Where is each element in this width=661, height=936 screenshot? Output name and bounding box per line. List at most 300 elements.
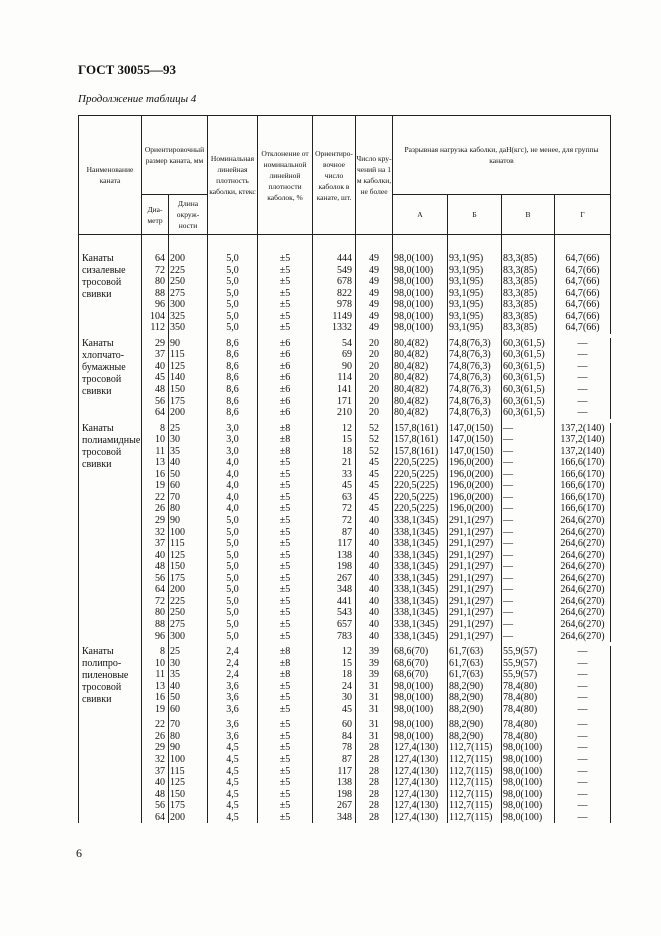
deviation-cell: ±6 (258, 349, 313, 361)
linear-density-cell: 8,6 (208, 361, 258, 373)
linear-density-cell: 5,0 (208, 619, 258, 631)
yarn-count-cell: 978 (313, 299, 356, 311)
circumference-cell: 70 (169, 719, 208, 731)
deviation-cell: ±5 (258, 538, 313, 550)
spacer-row (79, 235, 611, 254)
diameter-cell: 112 (142, 322, 169, 334)
twists-per-m-cell: 31 (356, 719, 393, 731)
load-b-cell: 61,7(63) (448, 669, 502, 681)
diameter-cell: 22 (142, 719, 169, 731)
table-row (79, 619, 611, 631)
twists-per-m-cell: 40 (356, 619, 393, 631)
load-a-cell: 338,1(345) (393, 527, 448, 539)
linear-density-cell: 2,4 (208, 646, 258, 658)
load-g-cell: 137,2(140) (555, 423, 611, 435)
circumference-cell: 225 (169, 265, 208, 277)
load-a-cell: 98,0(100) (393, 322, 448, 334)
load-v-cell: 98,0(100) (502, 754, 555, 766)
yarn-count-cell: 138 (313, 777, 356, 789)
load-v-cell: 60,3(61,5) (502, 372, 555, 384)
load-b-cell: 291,1(297) (448, 538, 502, 550)
twists-per-m-cell: 49 (356, 299, 393, 311)
twists-per-m-cell: 28 (356, 812, 393, 824)
circumference-cell: 150 (169, 789, 208, 801)
linear-density-cell: 3,6 (208, 681, 258, 693)
linear-density-cell: 5,0 (208, 253, 258, 265)
load-a-cell: 80,4(82) (393, 349, 448, 361)
load-v-cell: 98,0(100) (502, 742, 555, 754)
load-a-cell: 127,4(130) (393, 812, 448, 824)
load-g-cell: — (555, 669, 611, 681)
load-v-cell: — (502, 457, 555, 469)
table-row (79, 800, 611, 812)
circumference-cell: 60 (169, 704, 208, 716)
linear-density-cell: 5,0 (208, 573, 258, 585)
yarn-count-cell: 21 (313, 457, 356, 469)
yarn-count-cell: 78 (313, 742, 356, 754)
load-a-cell: 80,4(82) (393, 407, 448, 419)
linear-density-cell: 4,0 (208, 457, 258, 469)
twists-per-m-cell: 40 (356, 527, 393, 539)
table-row (79, 681, 611, 693)
yarn-count-cell: 1149 (313, 311, 356, 323)
yarn-count-cell: 33 (313, 469, 356, 481)
yarn-count-cell: 171 (313, 396, 356, 408)
circumference-cell: 30 (169, 434, 208, 446)
twists-per-m-cell: 20 (356, 338, 393, 350)
deviation-cell: ±5 (258, 681, 313, 693)
circumference-cell: 175 (169, 800, 208, 812)
deviation-cell: ±6 (258, 361, 313, 373)
linear-density-cell: 8,6 (208, 349, 258, 361)
header-name: Наименование каната (79, 116, 142, 235)
circumference-cell: 275 (169, 288, 208, 300)
linear-density-cell: 8,6 (208, 372, 258, 384)
yarn-count-cell: 141 (313, 384, 356, 396)
linear-density-cell: 8,6 (208, 338, 258, 350)
table-row (79, 631, 611, 643)
circumference-cell: 350 (169, 322, 208, 334)
load-b-cell: 74,8(76,3) (448, 372, 502, 384)
yarn-count-cell: 18 (313, 446, 356, 458)
deviation-cell: ±5 (258, 704, 313, 716)
diameter-cell: 64 (142, 253, 169, 265)
load-v-cell: 83,3(85) (502, 288, 555, 300)
load-g-cell: 264,6(270) (555, 515, 611, 527)
table-row (79, 789, 611, 801)
load-a-cell: 220,5(225) (393, 480, 448, 492)
table-continuation-caption: Продолжение таблицы 4 (78, 93, 197, 105)
diameter-cell: 22 (142, 492, 169, 504)
load-b-cell: 74,8(76,3) (448, 361, 502, 373)
table-row (79, 561, 611, 573)
yarn-count-cell: 45 (313, 704, 356, 716)
yarn-count-cell: 549 (313, 265, 356, 277)
rope-group-name: Канаты хлопчатобумажные тросовой свивки (79, 338, 142, 419)
diameter-cell: 64 (142, 407, 169, 419)
linear-density-cell: 5,0 (208, 322, 258, 334)
yarn-count-cell: 543 (313, 607, 356, 619)
load-v-cell: 78,4(80) (502, 681, 555, 693)
linear-density-cell: 5,0 (208, 311, 258, 323)
load-b-cell: 147,0(150) (448, 423, 502, 435)
load-a-cell: 68,6(70) (393, 646, 448, 658)
table-row (79, 361, 611, 373)
load-g-cell: 137,2(140) (555, 434, 611, 446)
twists-per-m-cell: 28 (356, 789, 393, 801)
table-row (79, 777, 611, 789)
diameter-cell: 88 (142, 619, 169, 631)
yarn-count-cell: 198 (313, 561, 356, 573)
circumference-cell: 125 (169, 550, 208, 562)
deviation-cell: ±8 (258, 669, 313, 681)
twists-per-m-cell: 49 (356, 265, 393, 277)
table-row (79, 607, 611, 619)
load-v-cell: 60,3(61,5) (502, 384, 555, 396)
load-b-cell: 196,0(200) (448, 457, 502, 469)
deviation-cell: ±5 (258, 789, 313, 801)
header-yarn-count: Ориентировочное число каболок в канате, шт. (313, 116, 356, 235)
yarn-count-cell: 822 (313, 288, 356, 300)
table-row (79, 503, 611, 515)
load-b-cell: 196,0(200) (448, 469, 502, 481)
twists-per-m-cell: 49 (356, 288, 393, 300)
deviation-cell: ±8 (258, 658, 313, 670)
deviation-cell: ±5 (258, 631, 313, 643)
yarn-count-cell: 54 (313, 338, 356, 350)
load-b-cell: 112,7(115) (448, 754, 502, 766)
twists-per-m-cell: 31 (356, 681, 393, 693)
circumference-cell: 90 (169, 742, 208, 754)
load-b-cell: 112,7(115) (448, 812, 502, 824)
deviation-cell: ±5 (258, 469, 313, 481)
twists-per-m-cell: 40 (356, 573, 393, 585)
load-v-cell: — (502, 469, 555, 481)
load-v-cell: 60,3(61,5) (502, 338, 555, 350)
load-v-cell: 83,3(85) (502, 322, 555, 334)
load-v-cell: 78,4(80) (502, 692, 555, 704)
load-v-cell: 78,4(80) (502, 719, 555, 731)
linear-density-cell: 3,6 (208, 704, 258, 716)
load-g-cell: — (555, 731, 611, 743)
load-g-cell: 137,2(140) (555, 446, 611, 458)
load-g-cell: 264,6(270) (555, 538, 611, 550)
load-a-cell: 98,0(100) (393, 253, 448, 265)
circumference-cell: 100 (169, 754, 208, 766)
header-group-a: А (393, 195, 448, 235)
table-row (79, 731, 611, 743)
twists-per-m-cell: 39 (356, 658, 393, 670)
diameter-cell: 29 (142, 338, 169, 350)
circumference-cell: 80 (169, 731, 208, 743)
circumference-cell: 80 (169, 503, 208, 515)
load-g-cell: 64,7(66) (555, 265, 611, 277)
load-b-cell: 291,1(297) (448, 607, 502, 619)
load-b-cell: 112,7(115) (448, 800, 502, 812)
table-row (79, 704, 611, 716)
load-g-cell: — (555, 789, 611, 801)
diameter-cell: 10 (142, 434, 169, 446)
load-b-cell: 147,0(150) (448, 434, 502, 446)
linear-density-cell: 8,6 (208, 396, 258, 408)
twists-per-m-cell: 28 (356, 766, 393, 778)
load-g-cell: 64,7(66) (555, 311, 611, 323)
load-b-cell: 74,8(76,3) (448, 407, 502, 419)
table-row (79, 469, 611, 481)
circumference-cell: 90 (169, 338, 208, 350)
load-g-cell: 264,6(270) (555, 596, 611, 608)
yarn-count-cell: 18 (313, 669, 356, 681)
load-b-cell: 291,1(297) (448, 515, 502, 527)
load-g-cell: 264,6(270) (555, 550, 611, 562)
linear-density-cell: 3,6 (208, 692, 258, 704)
yarn-count-cell: 84 (313, 731, 356, 743)
linear-density-cell: 4,5 (208, 742, 258, 754)
load-v-cell: 60,3(61,5) (502, 349, 555, 361)
table-row (79, 596, 611, 608)
header-group-b: Б (448, 195, 502, 235)
yarn-count-cell: 12 (313, 423, 356, 435)
twists-per-m-cell: 52 (356, 434, 393, 446)
load-a-cell: 157,8(161) (393, 446, 448, 458)
rope-group-name: Канаты полипропиленовые тросовой свивки (79, 646, 142, 823)
load-b-cell: 147,0(150) (448, 446, 502, 458)
deviation-cell: ±5 (258, 322, 313, 334)
deviation-cell: ±5 (258, 561, 313, 573)
twists-per-m-cell: 31 (356, 731, 393, 743)
header-twists-per-m: Число кручений на 1 м каболки, не более (356, 116, 393, 235)
circumference-cell: 50 (169, 469, 208, 481)
twists-per-m-cell: 45 (356, 503, 393, 515)
header-breaking-load: Разрывная нагрузка каболки, даН(кгс), не менее, для группы канатов (393, 116, 611, 195)
yarn-count-cell: 441 (313, 596, 356, 608)
diameter-cell: 37 (142, 538, 169, 550)
load-v-cell: 60,3(61,5) (502, 396, 555, 408)
linear-density-cell: 4,5 (208, 812, 258, 824)
load-v-cell: — (502, 584, 555, 596)
table-body (79, 235, 611, 824)
deviation-cell: ±5 (258, 777, 313, 789)
load-v-cell: 83,3(85) (502, 276, 555, 288)
yarn-count-cell: 15 (313, 434, 356, 446)
load-g-cell: — (555, 361, 611, 373)
load-g-cell: — (555, 777, 611, 789)
load-v-cell: 83,3(85) (502, 253, 555, 265)
load-v-cell: — (502, 619, 555, 631)
yarn-count-cell: 87 (313, 754, 356, 766)
circumference-cell: 40 (169, 457, 208, 469)
load-a-cell: 127,4(130) (393, 754, 448, 766)
diameter-cell: 48 (142, 384, 169, 396)
deviation-cell: ±5 (258, 288, 313, 300)
deviation-cell: ±5 (258, 253, 313, 265)
load-b-cell: 112,7(115) (448, 777, 502, 789)
linear-density-cell: 4,0 (208, 469, 258, 481)
table-row (79, 338, 611, 350)
load-g-cell: — (555, 681, 611, 693)
load-b-cell: 93,1(95) (448, 311, 502, 323)
load-g-cell: — (555, 658, 611, 670)
yarn-count-cell: 267 (313, 573, 356, 585)
diameter-cell: 40 (142, 550, 169, 562)
load-b-cell: 291,1(297) (448, 584, 502, 596)
twists-per-m-cell: 28 (356, 754, 393, 766)
load-b-cell: 61,7(63) (448, 658, 502, 670)
load-v-cell: 83,3(85) (502, 299, 555, 311)
twists-per-m-cell: 39 (356, 646, 393, 658)
load-b-cell: 291,1(297) (448, 631, 502, 643)
diameter-cell: 32 (142, 754, 169, 766)
twists-per-m-cell: 20 (356, 384, 393, 396)
diameter-cell: 10 (142, 658, 169, 670)
diameter-cell: 72 (142, 265, 169, 277)
diameter-cell: 40 (142, 777, 169, 789)
deviation-cell: ±5 (258, 492, 313, 504)
linear-density-cell: 5,0 (208, 631, 258, 643)
load-b-cell: 74,8(76,3) (448, 384, 502, 396)
twists-per-m-cell: 20 (356, 407, 393, 419)
load-v-cell: — (502, 607, 555, 619)
table-row (79, 669, 611, 681)
table-row (79, 299, 611, 311)
table-row (79, 434, 611, 446)
diameter-cell: 40 (142, 361, 169, 373)
table-row (79, 288, 611, 300)
diameter-cell: 8 (142, 423, 169, 435)
load-a-cell: 338,1(345) (393, 538, 448, 550)
load-v-cell: — (502, 446, 555, 458)
load-b-cell: 291,1(297) (448, 561, 502, 573)
linear-density-cell: 4,5 (208, 789, 258, 801)
linear-density-cell: 3,0 (208, 446, 258, 458)
load-g-cell: 166,6(170) (555, 457, 611, 469)
load-b-cell: 196,0(200) (448, 492, 502, 504)
twists-per-m-cell: 31 (356, 692, 393, 704)
twists-per-m-cell: 40 (356, 561, 393, 573)
diameter-cell: 26 (142, 503, 169, 515)
linear-density-cell: 4,0 (208, 492, 258, 504)
twists-per-m-cell: 40 (356, 596, 393, 608)
load-a-cell: 127,4(130) (393, 766, 448, 778)
deviation-cell: ±5 (258, 731, 313, 743)
twists-per-m-cell: 52 (356, 446, 393, 458)
circumference-cell: 30 (169, 658, 208, 670)
load-a-cell: 338,1(345) (393, 573, 448, 585)
deviation-cell: ±8 (258, 434, 313, 446)
load-b-cell: 291,1(297) (448, 527, 502, 539)
yarn-count-cell: 12 (313, 646, 356, 658)
deviation-cell: ±5 (258, 584, 313, 596)
load-a-cell: 220,5(225) (393, 503, 448, 515)
load-v-cell: 60,3(61,5) (502, 361, 555, 373)
yarn-count-cell: 138 (313, 550, 356, 562)
table-row (79, 480, 611, 492)
yarn-count-cell: 444 (313, 253, 356, 265)
load-g-cell: — (555, 800, 611, 812)
load-g-cell: — (555, 766, 611, 778)
load-b-cell: 93,1(95) (448, 253, 502, 265)
load-a-cell: 157,8(161) (393, 434, 448, 446)
table-row (79, 719, 611, 731)
diameter-cell: 88 (142, 288, 169, 300)
load-v-cell: — (502, 503, 555, 515)
load-g-cell: — (555, 812, 611, 824)
table-row (79, 276, 611, 288)
load-a-cell: 338,1(345) (393, 619, 448, 631)
circumference-cell: 40 (169, 681, 208, 693)
deviation-cell: ±5 (258, 299, 313, 311)
rope-group-name: Канаты полиамидные тросовой свивки (79, 423, 142, 642)
twists-per-m-cell: 49 (356, 276, 393, 288)
deviation-cell: ±5 (258, 311, 313, 323)
load-b-cell: 88,2(90) (448, 719, 502, 731)
circumference-cell: 300 (169, 631, 208, 643)
table-row (79, 573, 611, 585)
load-g-cell: — (555, 704, 611, 716)
circumference-cell: 140 (169, 372, 208, 384)
load-b-cell: 74,8(76,3) (448, 396, 502, 408)
circumference-cell: 125 (169, 361, 208, 373)
twists-per-m-cell: 40 (356, 538, 393, 550)
yarn-count-cell: 45 (313, 480, 356, 492)
load-v-cell: 55,9(57) (502, 669, 555, 681)
diameter-cell: 13 (142, 457, 169, 469)
load-a-cell: 98,0(100) (393, 311, 448, 323)
circumference-cell: 90 (169, 515, 208, 527)
linear-density-cell: 4,5 (208, 754, 258, 766)
load-a-cell: 98,0(100) (393, 265, 448, 277)
diameter-cell: 8 (142, 646, 169, 658)
linear-density-cell: 4,0 (208, 503, 258, 515)
load-a-cell: 127,4(130) (393, 742, 448, 754)
table-row (79, 407, 611, 419)
linear-density-cell: 5,0 (208, 596, 258, 608)
linear-density-cell: 5,0 (208, 299, 258, 311)
twists-per-m-cell: 40 (356, 515, 393, 527)
header-deviation: Отклонение от номинальной линейной плотности каболок, % (258, 116, 313, 235)
load-a-cell: 157,8(161) (393, 423, 448, 435)
load-v-cell: — (502, 423, 555, 435)
load-b-cell: 196,0(200) (448, 503, 502, 515)
twists-per-m-cell: 28 (356, 800, 393, 812)
load-b-cell: 93,1(95) (448, 265, 502, 277)
linear-density-cell: 5,0 (208, 538, 258, 550)
load-v-cell: — (502, 515, 555, 527)
linear-density-cell: 4,5 (208, 766, 258, 778)
linear-density-cell: 5,0 (208, 288, 258, 300)
load-g-cell: — (555, 338, 611, 350)
load-b-cell: 74,8(76,3) (448, 338, 502, 350)
diameter-cell: 13 (142, 681, 169, 693)
linear-density-cell: 3,6 (208, 719, 258, 731)
load-g-cell: 166,6(170) (555, 480, 611, 492)
deviation-cell: ±5 (258, 754, 313, 766)
load-v-cell: — (502, 596, 555, 608)
load-g-cell: — (555, 384, 611, 396)
load-a-cell: 80,4(82) (393, 338, 448, 350)
linear-density-cell: 5,0 (208, 561, 258, 573)
circumference-cell: 200 (169, 812, 208, 824)
diameter-cell: 64 (142, 584, 169, 596)
deviation-cell: ±5 (258, 276, 313, 288)
linear-density-cell: 8,6 (208, 407, 258, 419)
diameter-cell: 45 (142, 372, 169, 384)
yarn-count-cell: 657 (313, 619, 356, 631)
load-b-cell: 88,2(90) (448, 704, 502, 716)
linear-density-cell: 4,5 (208, 800, 258, 812)
load-g-cell: 166,6(170) (555, 492, 611, 504)
circumference-cell: 275 (169, 619, 208, 631)
